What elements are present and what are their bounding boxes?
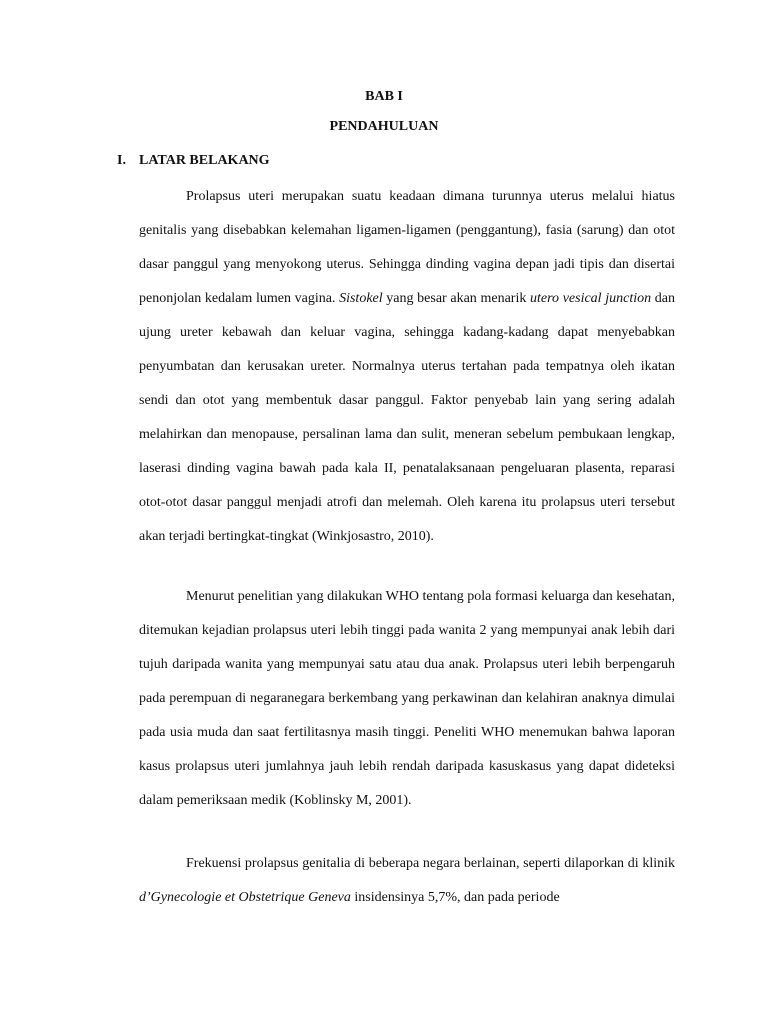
section-heading — [117, 153, 270, 169]
paragraph-3-text-b: insidensinya 5,7%, dan pada periode — [350, 890, 560, 905]
paragraph-2: Menurut penelitian yang dilakukan WHO tentang pola formasi keluarga dan kesehatan, ditemukan kejadian prolapsus uteri lebih tinggi pada wanita 2 yang mempunyai anak lebih dari tujuh daripada wanita yang mempunyai satu atau dua anak. Prolapsus uteri lebih berpengaruh pada perempuan di negaranegara berkembang yang perkawinan dan kelahiran anaknya dimulai pada usia muda dan saat fertilitasnya masih tinggi. Peneliti WHO menemukan bahwa laporan kasus prolapsus uteri jumlahnya jauh lebih rendah daripada kasuskasus yang dapat dideteksi dalam pemeriksaan medik (Koblinsky M, 2001). — [139, 589, 675, 808]
paragraph-3-text-a: Frekuensi prolapsus genitalia di beberapa negara berlainan, seperti dilaporkan di klinik — [186, 856, 675, 871]
chapter-title: PENDAHULUAN — [329, 119, 439, 134]
term-sistokel: Sistokel — [339, 291, 383, 306]
paragraph-1-text-a: Prolapsus uteri merupakan suatu keadaan dimana turunnya uterus melalui hiatus genitalis yang disebabkan kelemahan ligamen-ligamen (penggantung), fasia (sarung) dan otot dasar panggul yang menyokong uterus. Sehingga dinding vagina depan jadi tipis dan disertai penonjolan kedalam lumen vagina. — [139, 189, 675, 306]
clinic-name: d’Gynecologie et Obstetrique Geneva — [139, 890, 351, 905]
term-utero-vesical-junction: utero vesical junction — [530, 291, 652, 306]
section-title: LATAR BELAKANG — [139, 153, 270, 168]
chapter-number: BAB I — [365, 89, 403, 104]
paragraph-1-text-b: yang besar akan menarik — [382, 291, 530, 306]
section-number: I. — [117, 153, 126, 168]
paragraph-1-text-c: dan ujung ureter kebawah dan keluar vagina, sehingga kadang-kadang dapat menyebabkan penyumbatan dan kerusakan ureter. Normalnya uterus tertahan pada tempatnya oleh ikatan sendi dan otot yang membentuk dasar panggul. Faktor penyebab lain yang sering adalah melahirkan dan menopause, persalinan lama dan sulit, meneran sebelum pembukaan lengkap, laserasi dinding vagina bawah pada kala II, penatalaksanaan pengeluaran plasenta, reparasi otot-otot dasar panggul menjadi atrofi dan melemah. Oleh karena itu prolapsus uteri tersebut akan terjadi bertingkat-tingkat (Winkjosastro, 2010). — [139, 291, 675, 544]
paragraph-3 — [139, 847, 675, 915]
paragraph-1 — [139, 180, 675, 554]
